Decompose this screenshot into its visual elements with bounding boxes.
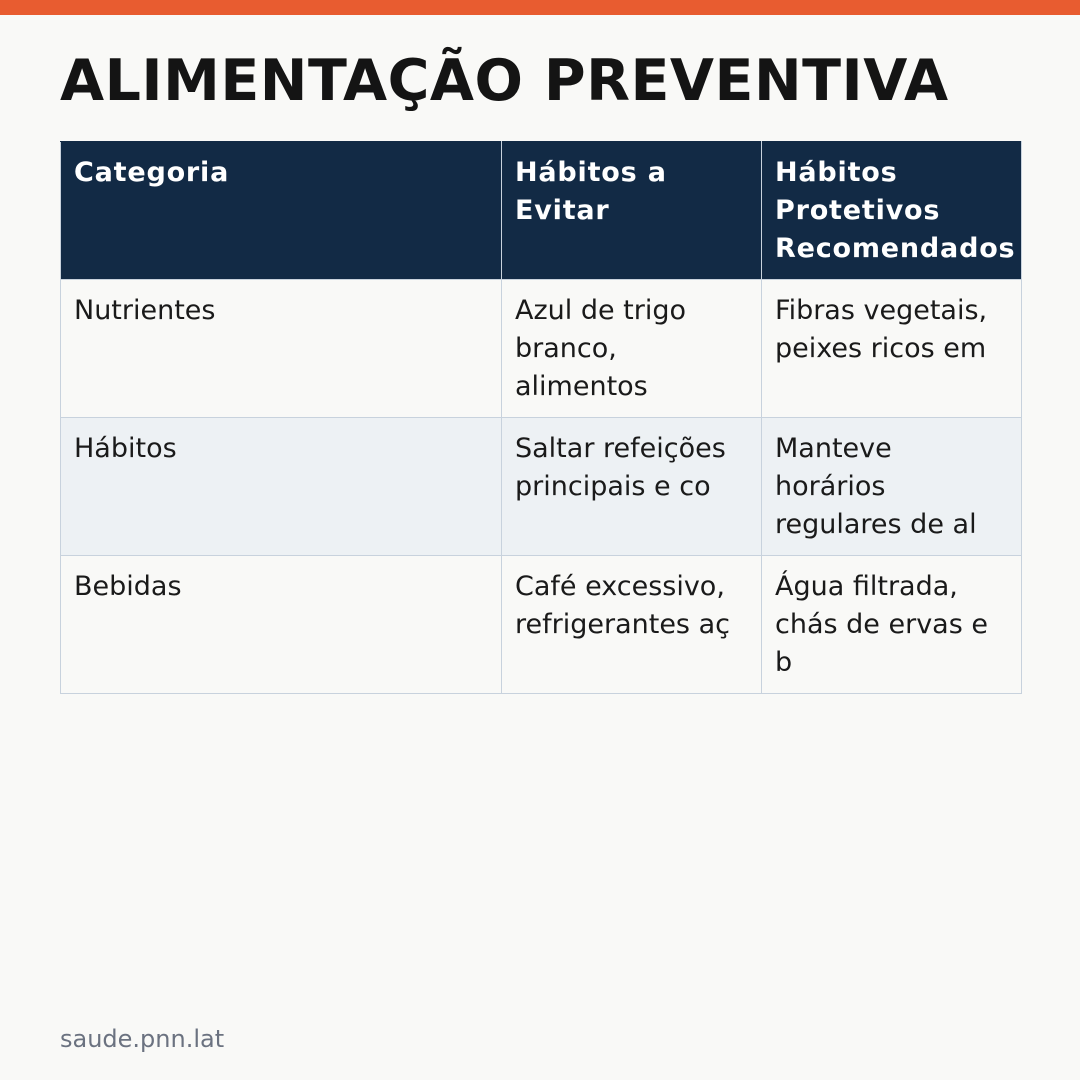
column-header-categoria: Categoria <box>61 142 502 280</box>
cell-protective-habits: Manteve horários regulares de al <box>762 418 1022 556</box>
column-header-habitos-a-evitar: Hábitos a Evitar <box>502 142 762 280</box>
cell-category: Nutrientes <box>61 280 502 418</box>
cell-category: Bebidas <box>61 556 502 694</box>
table-row <box>61 556 1022 694</box>
cell-protective-habits: Fibras vegetais, peixes ricos em <box>762 280 1022 418</box>
top-accent-bar <box>0 0 1080 15</box>
cell-habits-to-avoid: Saltar refeições principais e co <box>502 418 762 556</box>
table-header-row <box>61 142 1022 280</box>
column-header-habitos-protetivos: Hábitos Protetivos Recomendados <box>762 142 1022 280</box>
table-row <box>61 418 1022 556</box>
cell-habits-to-avoid: Azul de trigo branco, alimentos <box>502 280 762 418</box>
table-row <box>61 280 1022 418</box>
habits-table <box>60 141 1022 694</box>
footer-site-url: saude.pnn.lat <box>60 1025 225 1053</box>
page-title: ALIMENTAÇÃO PREVENTIVA <box>60 48 949 114</box>
cell-protective-habits: Água filtrada, chás de ervas e b <box>762 556 1022 694</box>
cell-habits-to-avoid: Café excessivo, refrigerantes aç <box>502 556 762 694</box>
cell-category: Hábitos <box>61 418 502 556</box>
